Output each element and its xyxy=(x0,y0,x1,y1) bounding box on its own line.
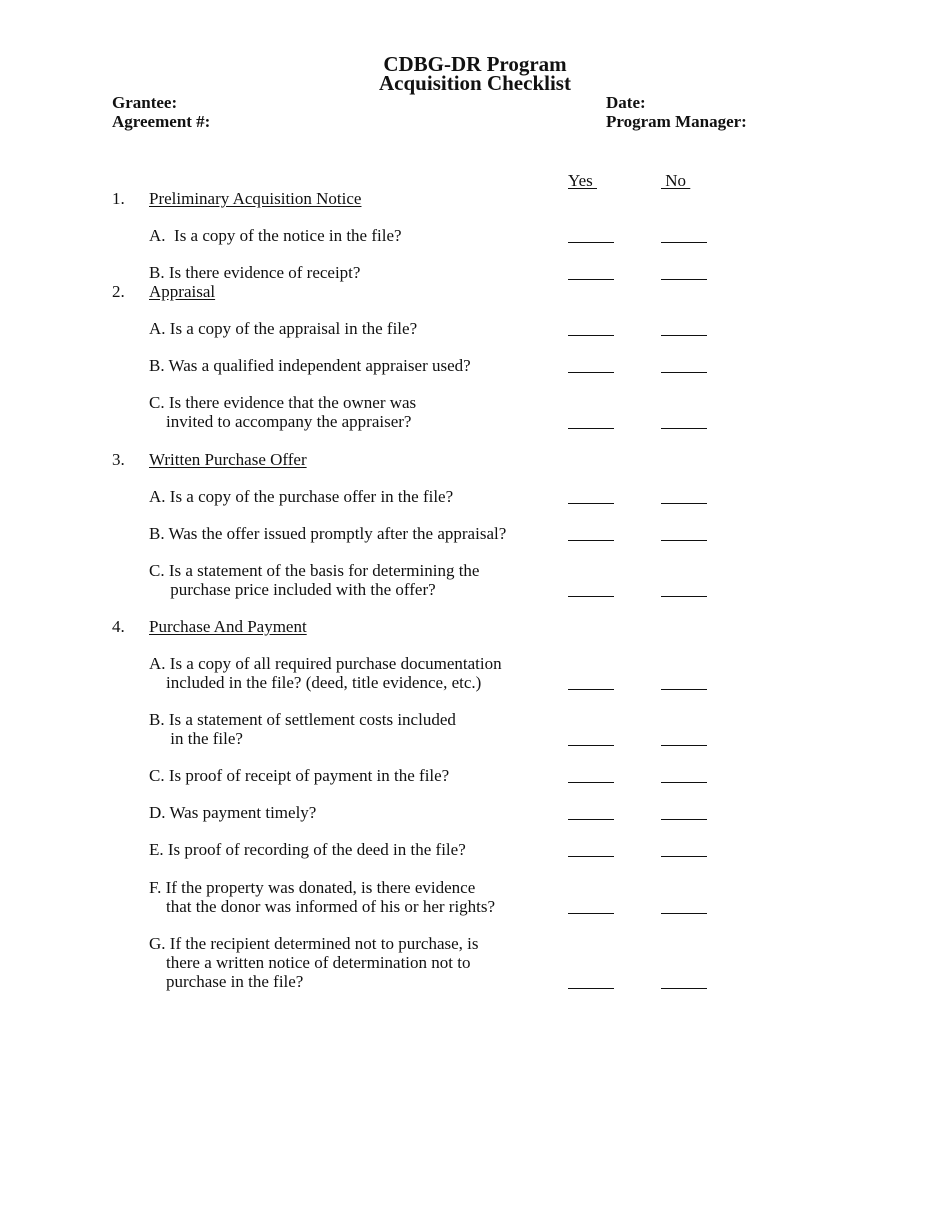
section-title: Purchase And Payment xyxy=(149,617,307,636)
section-title: Preliminary Acquisition Notice xyxy=(149,189,362,208)
document-title-line1: CDBG-DR Program xyxy=(383,52,567,76)
yes-answer-blank[interactable] xyxy=(568,782,614,783)
question-text-line: there a written notice of determination not to xyxy=(149,953,471,972)
question-text-line: D. Was payment timely? xyxy=(149,803,317,822)
no-answer-blank[interactable] xyxy=(661,856,707,857)
section-number: 2. xyxy=(112,282,125,301)
section-number: 3. xyxy=(112,450,125,469)
no-answer-blank[interactable] xyxy=(661,745,707,746)
no-answer-blank[interactable] xyxy=(661,819,707,820)
yes-answer-blank[interactable] xyxy=(568,428,614,429)
no-answer-blank[interactable] xyxy=(661,335,707,336)
section-number: 4. xyxy=(112,617,125,636)
document-title-line2: Acquisition Checklist xyxy=(379,71,571,95)
question-text-line: B. Is a statement of settlement costs included xyxy=(149,710,456,729)
date-label: Date: xyxy=(606,93,646,112)
program-manager-label: Program Manager: xyxy=(606,112,747,131)
question-text-line: B. Was a qualified independent appraiser used? xyxy=(149,356,471,375)
no-answer-blank[interactable] xyxy=(661,988,707,989)
question-text-line: that the donor was informed of his or her rights? xyxy=(149,897,496,916)
yes-answer-blank[interactable] xyxy=(568,335,614,336)
section-title: Written Purchase Offer xyxy=(149,450,307,469)
agreement-number-label: Agreement #: xyxy=(112,112,211,131)
no-answer-blank[interactable] xyxy=(661,372,707,373)
no-answer-blank[interactable] xyxy=(661,913,707,914)
question-text-line: G. If the recipient determined not to purchase, is xyxy=(149,934,479,953)
question-text-line: A. Is a copy of the appraisal in the file? xyxy=(149,319,418,338)
question-text-line: A. Is a copy of the purchase offer in the file? xyxy=(149,487,454,506)
question-text-line: included in the file? (deed, title evidence, etc.) xyxy=(149,673,482,692)
no-column-header: No xyxy=(661,171,691,190)
question-text-line: A. Is a copy of all required purchase documentation xyxy=(149,654,502,673)
section-number: 1. xyxy=(112,189,125,208)
question-text-line: C. Is a statement of the basis for determining the xyxy=(149,561,480,580)
no-answer-blank[interactable] xyxy=(661,596,707,597)
question-text-line: C. Is there evidence that the owner was xyxy=(149,393,417,412)
yes-answer-blank[interactable] xyxy=(568,372,614,373)
yes-answer-blank[interactable] xyxy=(568,856,614,857)
question-text-line: in the file? xyxy=(149,729,243,748)
question-text-line: purchase price included with the offer? xyxy=(149,580,436,599)
question-text-line: E. Is proof of recording of the deed in the file? xyxy=(149,840,466,859)
no-answer-blank[interactable] xyxy=(661,279,707,280)
question-text-line: invited to accompany the appraiser? xyxy=(149,412,412,431)
yes-answer-blank[interactable] xyxy=(568,913,614,914)
yes-answer-blank[interactable] xyxy=(568,819,614,820)
no-answer-blank[interactable] xyxy=(661,503,707,504)
yes-answer-blank[interactable] xyxy=(568,279,614,280)
yes-answer-blank[interactable] xyxy=(568,689,614,690)
yes-answer-blank[interactable] xyxy=(568,596,614,597)
yes-answer-blank[interactable] xyxy=(568,745,614,746)
no-answer-blank[interactable] xyxy=(661,689,707,690)
no-answer-blank[interactable] xyxy=(661,540,707,541)
question-text-line: B. Was the offer issued promptly after the appraisal? xyxy=(149,524,507,543)
question-text-line: purchase in the file? xyxy=(149,972,304,991)
yes-answer-blank[interactable] xyxy=(568,503,614,504)
grantee-label: Grantee: xyxy=(112,93,178,112)
question-text-line: C. Is proof of receipt of payment in the file? xyxy=(149,766,450,785)
yes-answer-blank[interactable] xyxy=(568,242,614,243)
question-text-line: F. If the property was donated, is there evidence xyxy=(149,878,476,897)
question-text-line: A. Is a copy of the notice in the file? xyxy=(149,226,402,245)
no-answer-blank[interactable] xyxy=(661,242,707,243)
no-answer-blank[interactable] xyxy=(661,428,707,429)
yes-column-header: Yes xyxy=(568,171,597,190)
yes-answer-blank[interactable] xyxy=(568,988,614,989)
yes-answer-blank[interactable] xyxy=(568,540,614,541)
section-title: Appraisal xyxy=(149,282,216,301)
question-text-line: B. Is there evidence of receipt? xyxy=(149,263,361,282)
no-answer-blank[interactable] xyxy=(661,782,707,783)
